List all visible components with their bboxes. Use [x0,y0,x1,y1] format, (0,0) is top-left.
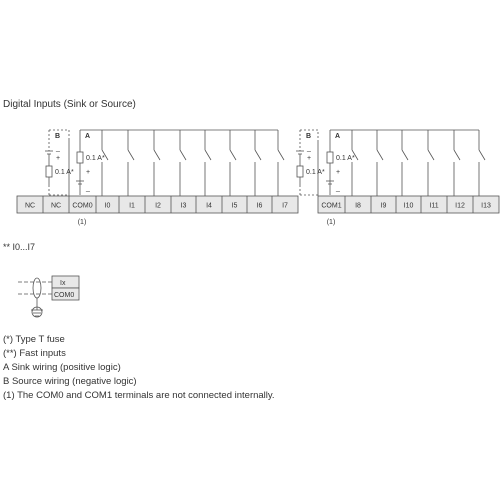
label-b: B [55,133,61,140]
terminal-label: I3 [180,202,187,210]
svg-text:_: _ [336,185,340,192]
label-a: A [335,133,341,140]
footnote: (*) Type T fuse [3,334,65,345]
terminal-label: NC [24,202,36,210]
svg-text:+: + [86,169,91,176]
svg-text:_: _ [86,185,90,192]
fast-inputs-label: ** I0...I7 [3,242,36,252]
fuse-label-a: 0.1 A* [86,155,105,162]
svg-text:_: _ [307,145,311,152]
terminal-label: I9 [380,202,387,210]
terminal-label: I8 [355,202,361,210]
terminal-label: COM1 [321,202,342,210]
terminal-label: NC [50,202,62,210]
terminal-label: I7 [282,202,288,210]
fuse-label-b: 0.1 A* [55,169,74,176]
footnote: B Source wiring (negative logic) [3,376,137,387]
terminal-label: I12 [455,202,465,210]
terminal-label: I2 [155,202,161,210]
footnote: (1) The COM0 and COM1 terminals are not connected internally. [3,390,275,401]
fuse-label-a: 0.1 A* [336,155,355,162]
shield-terminal-label: Ix [60,280,66,287]
label-a: A [85,133,91,140]
shield-detail [18,276,79,317]
terminal-label: I1 [129,202,135,210]
svg-text:+: + [56,155,61,162]
wiring-labels-2 [306,133,355,192]
wiring-block-1 [45,130,284,196]
footnotes [3,333,275,403]
terminal-label: I6 [256,202,263,210]
terminal-label: I11 [429,202,439,210]
terminal-label: I4 [206,202,212,210]
svg-text:+: + [307,155,312,162]
wiring-block-2 [296,130,485,196]
fuse-label-b: 0.1 A* [306,169,325,176]
shield-terminal-label: COM0 [54,292,75,299]
terminal-strip-1 [17,196,298,226]
terminal-label: I0 [104,202,111,210]
diagram-title: Digital Inputs (Sink or Source) [3,99,136,110]
terminal-label: I13 [481,202,491,210]
svg-text:_: _ [56,145,60,152]
terminal-label: COM0 [72,202,93,210]
note-ref-2: (1) [326,219,336,226]
terminal-label: I10 [403,202,414,210]
svg-text:+: + [336,169,341,176]
label-b: B [306,133,312,140]
terminal-label: I5 [231,202,238,210]
terminal-strip-2 [318,196,499,226]
note-ref-1: (1) [77,219,87,226]
footnote: (**) Fast inputs [3,348,66,359]
footnote: A Sink wiring (positive logic) [3,362,121,373]
